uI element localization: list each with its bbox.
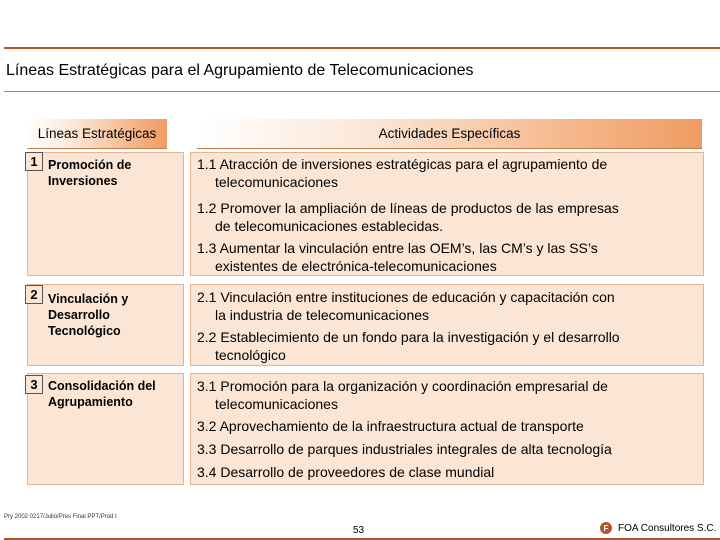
- title-rule: [4, 91, 720, 92]
- page-title: Líneas Estratégicas para el Agrupamiento de Telecomunicaciones: [6, 62, 474, 79]
- activity-3-1: [197, 377, 697, 413]
- activity-2-1-cont: la industria de telecomunicaciones: [215, 307, 430, 323]
- row-3-line-name: [48, 378, 178, 410]
- company-name: FOA Consultores S.C.: [618, 523, 717, 534]
- activity-2-2-text: 2.2 Establecimiento de un fondo para la investigación y el desarrollo: [197, 329, 620, 345]
- row-2-name-line-2: Desarrollo: [48, 308, 110, 322]
- activity-2-2-cont: tecnológico: [215, 347, 286, 363]
- activity-3-1-cont: telecomunicaciones: [215, 396, 338, 412]
- company-logo-icon: F: [600, 522, 612, 534]
- file-reference: Pry 2002 0217/Julio/Pres Final PPT/Prod I: [4, 514, 117, 520]
- activity-2-2: [197, 328, 697, 364]
- top-rule: [4, 47, 720, 49]
- activity-3-3-text: 3.3 Desarrollo de parques industriales integrales de alta tecnología: [197, 441, 612, 457]
- activity-1-2: [197, 199, 697, 235]
- activity-3-4-text: 3.4 Desarrollo de proveedores de clase mundial: [197, 464, 495, 480]
- page-number: 53: [353, 525, 365, 536]
- row-2-line-name: [48, 291, 178, 339]
- activity-1-1-text: 1.1 Atracción de inversiones estratégicas para el agrupamiento de: [197, 156, 608, 172]
- row-2-name-line-3: Tecnológico: [48, 324, 121, 338]
- activity-1-3-cont: existentes de electrónica-telecomunicaciones: [215, 258, 497, 274]
- row-2-number: 2: [25, 285, 43, 304]
- activity-1-3: [197, 239, 697, 275]
- activity-3-3: [197, 440, 697, 458]
- row-3-name-line-2: Agrupamiento: [48, 395, 133, 409]
- activity-2-1-text: 2.1 Vinculación entre instituciones de educación y capacitación con: [197, 289, 615, 305]
- activity-3-2-text: 3.2 Aprovechamiento de la infraestructura actual de transporte: [197, 418, 584, 434]
- activity-3-4: [197, 463, 697, 481]
- row-1-name-line-1: Promoción de: [48, 158, 132, 172]
- header-actividades: Actividades Específicas: [197, 119, 702, 149]
- row-2-name-line-1: Vinculación y: [48, 292, 129, 306]
- row-1-name-line-2: Inversiones: [48, 174, 118, 188]
- row-3-number: 3: [25, 375, 43, 394]
- activity-1-1: [197, 155, 697, 191]
- activity-3-1-text: 3.1 Promoción para la organización y coordinación empresarial de: [197, 378, 608, 394]
- activity-1-2-cont: de telecomunicaciones establecidas.: [215, 218, 444, 234]
- header-lineas: Líneas Estratégicas: [27, 119, 167, 149]
- row-1-line-name: [48, 157, 178, 189]
- activity-1-2-text: 1.2 Promover la ampliación de líneas de productos de las empresas: [197, 200, 619, 216]
- activity-1-3-text: 1.3 Aumentar la vinculación entre las OEM’s, las CM’s y las SS’s: [197, 240, 598, 256]
- row-3-name-line-1: Consolidación del: [48, 379, 156, 393]
- activity-1-1-cont: telecomunicaciones: [215, 174, 338, 190]
- activity-3-2: [197, 417, 697, 435]
- activity-2-1: [197, 288, 697, 324]
- row-1-number: 1: [25, 152, 43, 171]
